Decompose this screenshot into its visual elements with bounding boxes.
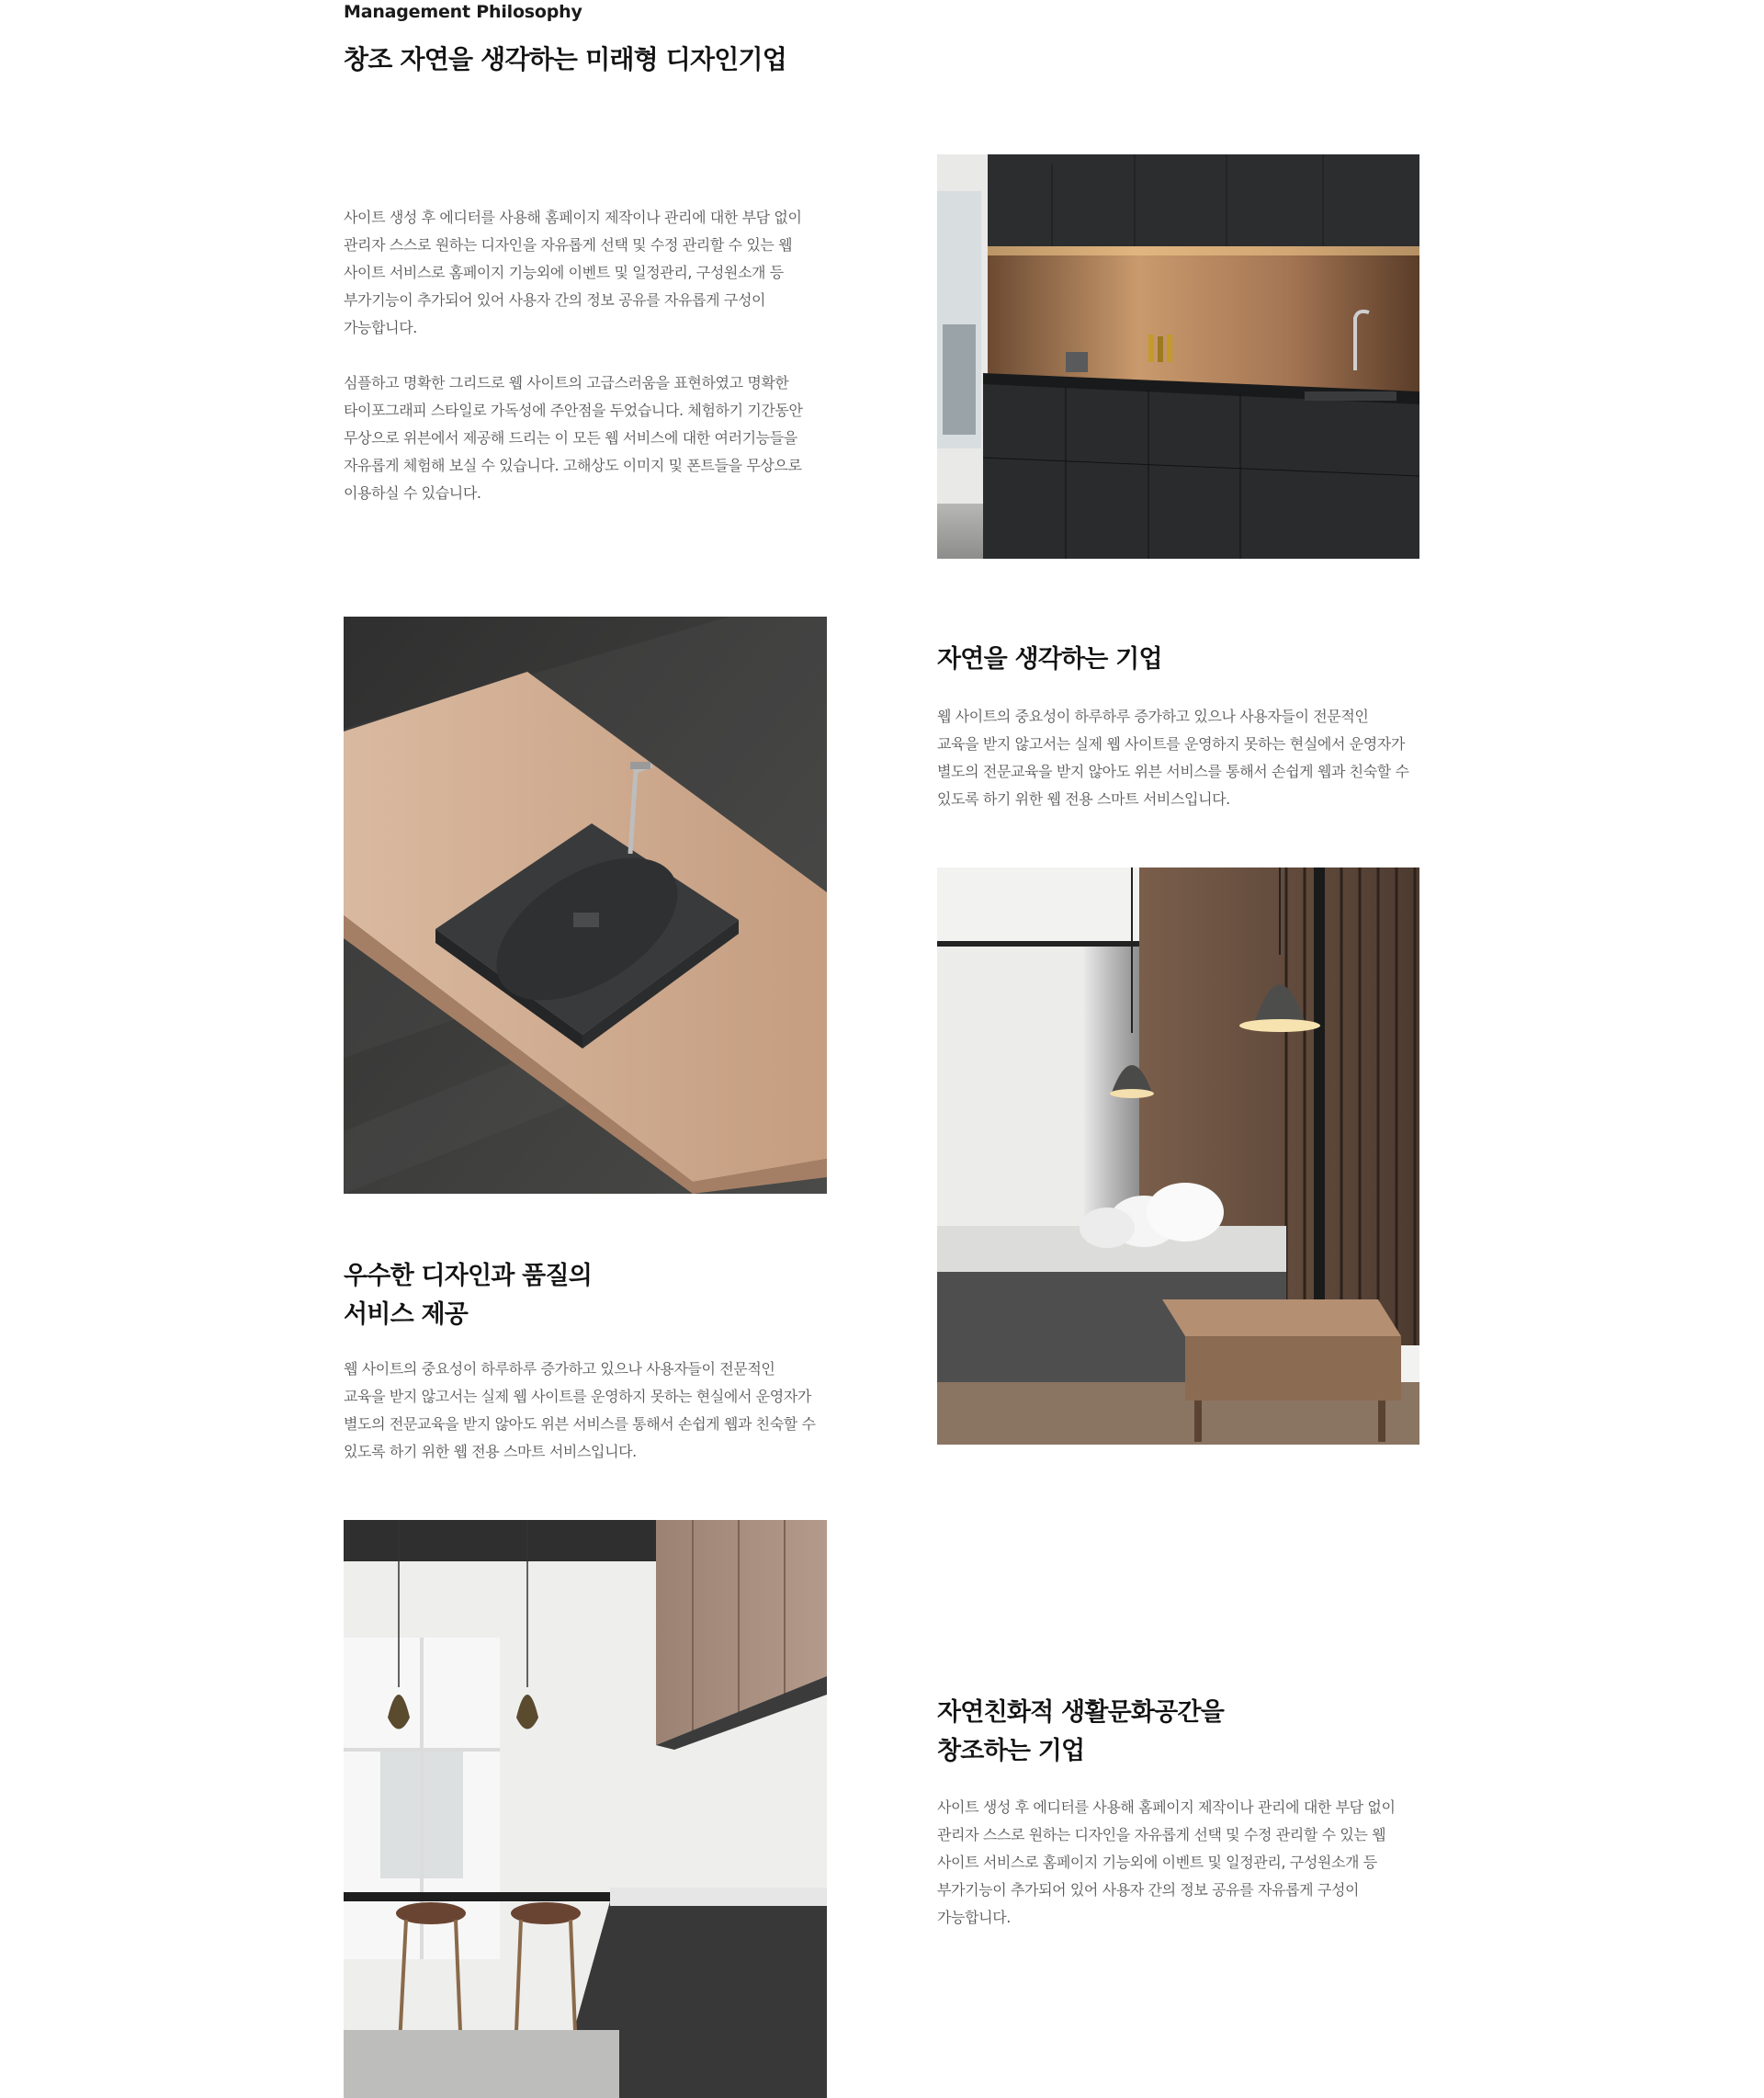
nature-section-title: 자연을 생각하는 기업 (937, 645, 1162, 674)
eyebrow-label: Management Philosophy (344, 2, 582, 22)
kitchen-photo (937, 154, 1419, 559)
intro-paragraph-2: 심플하고 명확한 그리드로 웹 사이트의 고급스러움을 표현하였고 명확한 타이포그래피 스타일로 가독성에 주안점을 두었습니다. 체험하기 기간동안 무상으로 위븐에서 제공해 드리는 이 모든 웹 서비스에 대한 여러기능들을 자유롭게 체험해 보실 수 있습니다. 고해상도 이미지 및 폰트들을 무상으로 이용하실 수 있습니다. (344, 374, 803, 502)
quality-section-title: 우수한 디자인과 품질의 서비스 제공 (344, 1262, 593, 1329)
dining-kitchen-photo (344, 1520, 827, 2098)
page-headline: 창조 자연을 생각하는 미래형 디자인기업 (344, 44, 787, 74)
quality-section-body: 웹 사이트의 중요성이 하루하루 증가하고 있으나 사용자들이 전문적인 교육을 받지 않고서는 실제 웹 사이트를 운영하지 못하는 현실에서 운영자가 별도의 전문교육을 받지 않아도 위븐 서비스를 통해서 손쉽게 웹과 친숙할 수 있도록 하기 위한 웹 전용 스마트 서비스입니다. (344, 1360, 816, 1460)
nature-section-body: 웹 사이트의 중요성이 하루하루 증가하고 있으나 사용자들이 전문적인 교육을 받지 않고서는 실제 웹 사이트를 운영하지 못하는 현실에서 운영자가 별도의 전문교육을 받지 않아도 위븐 서비스를 통해서 손쉽게 웹과 친숙할 수 있도록 하기 위한 웹 전용 스마트 서비스입니다. (937, 708, 1409, 808)
sink-photo (344, 617, 827, 1194)
culture-section-title: 자연친화적 생활문화공간을 창조하는 기업 (937, 1698, 1224, 1765)
intro-paragraph-1: 사이트 생성 후 에디터를 사용해 홈페이지 제작이나 관리에 대한 부담 없이 관리자 스스로 원하는 디자인을 자유롭게 선택 및 수정 관리할 수 있는 웹 사이트 서비스로 홈페이지 기능외에 이벤트 및 일정관리, 구성원소개 등 부가기능이 추가되어 있어 사용자 간의 정보 공유를 자유롭게 구성이 가능합니다. (344, 209, 802, 336)
bedroom-photo (937, 868, 1419, 1445)
culture-section-body: 사이트 생성 후 에디터를 사용해 홈페이지 제작이나 관리에 대한 부담 없이 관리자 스스로 원하는 디자인을 자유롭게 선택 및 수정 관리할 수 있는 웹 사이트 서비스로 홈페이지 기능외에 이벤트 및 일정관리, 구성원소개 등 부가기능이 추가되어 있어 사용자 간의 정보 공유를 자유롭게 구성이 가능합니다. (937, 1798, 1396, 1926)
